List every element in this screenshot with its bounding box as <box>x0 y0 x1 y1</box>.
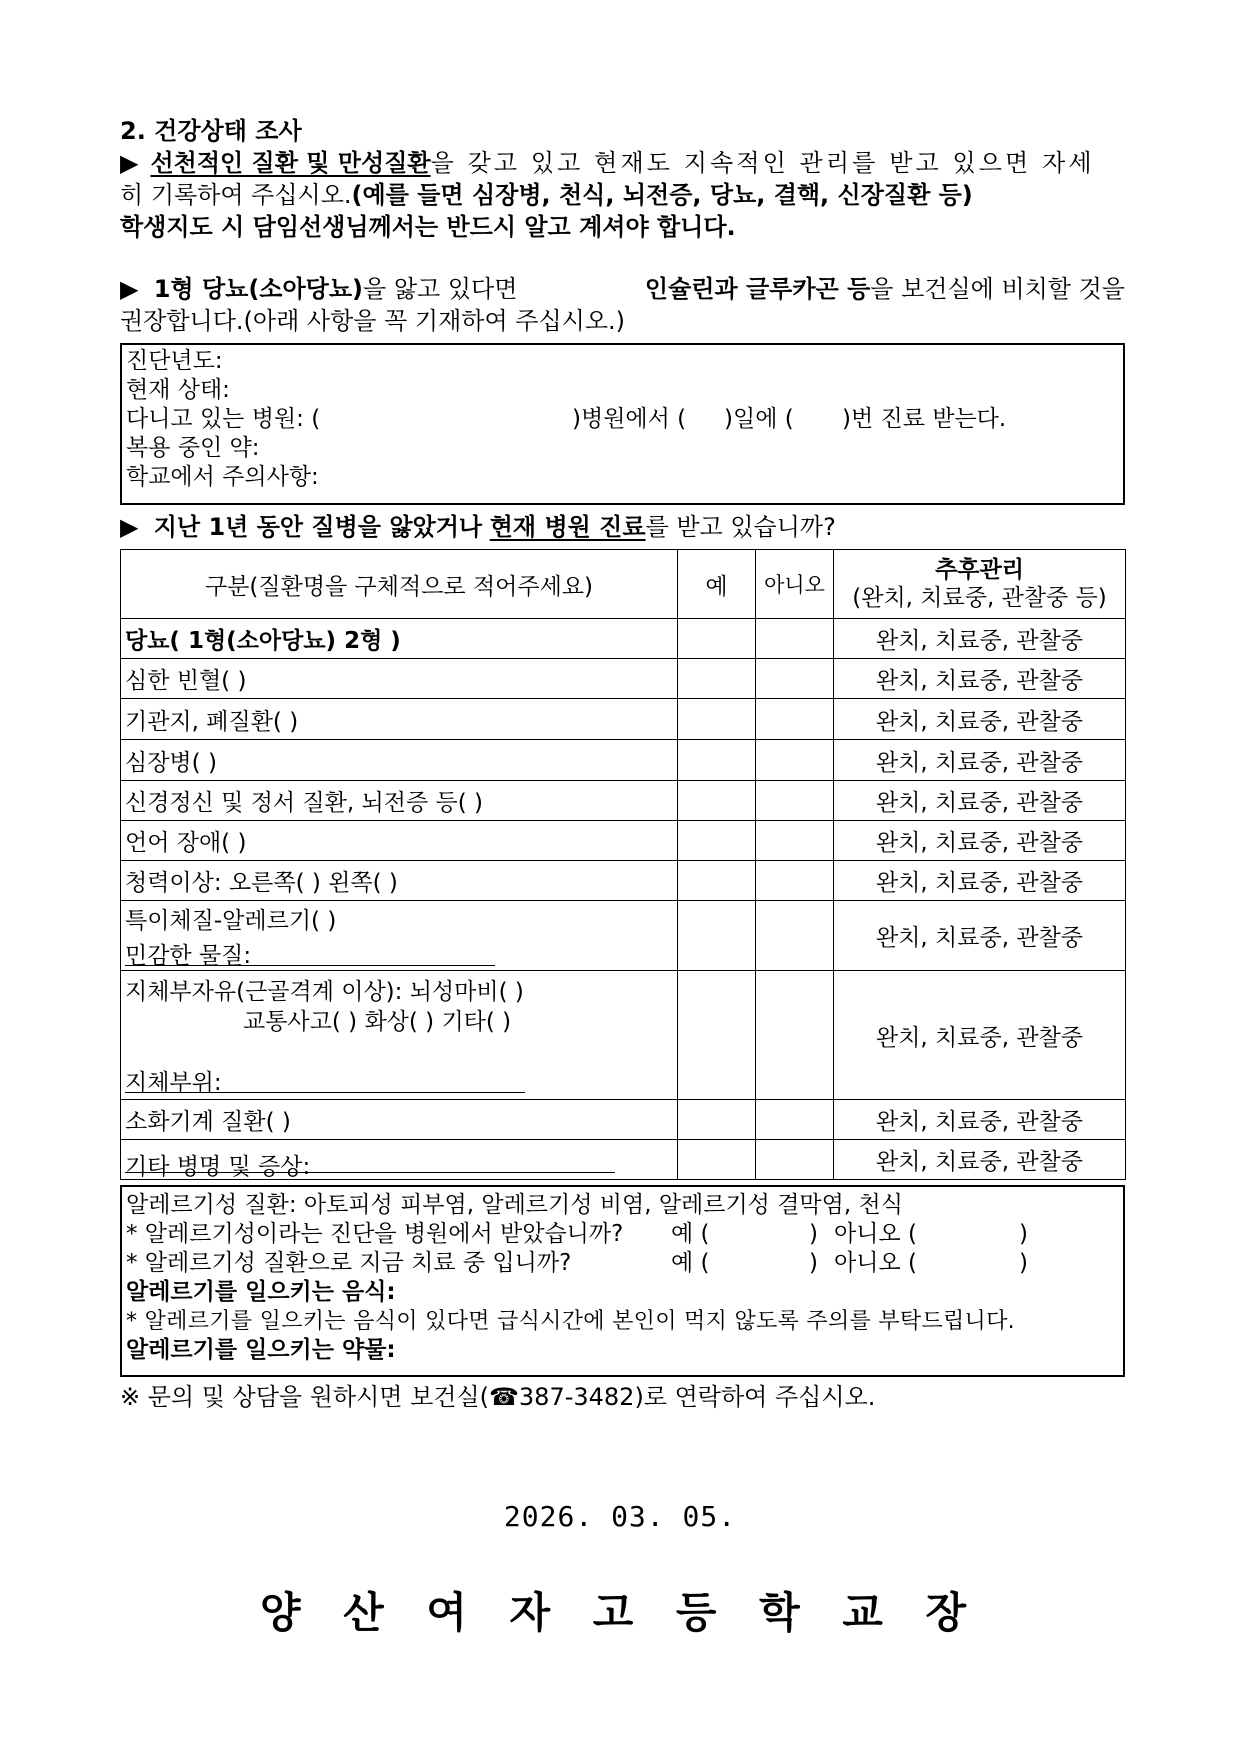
no-cell[interactable] <box>756 659 834 699</box>
yes-cell[interactable] <box>678 971 756 1100</box>
yes-cell[interactable] <box>678 740 756 781</box>
hospital-per-label: )일에 ( <box>724 406 794 432</box>
principal-signature: 양 산 여 자 고 등 학 교 장 <box>259 1588 981 1637</box>
intro-line-2-plain: 히 기록하여 주십시오. <box>120 181 352 209</box>
table-row <box>121 861 1126 901</box>
hospital-visits-label: )번 진료 받는다. <box>842 406 1007 432</box>
question-rest: 를 받고 있습니까? <box>645 513 836 541</box>
yes-cell[interactable] <box>678 619 756 659</box>
row-label-other: 기타 병명 및 증상: <box>125 1153 311 1180</box>
followup-options[interactable]: 완치, 치료중, 관찰중 <box>834 861 1126 901</box>
hospital-days-label: )병원에서 ( <box>572 406 687 432</box>
yes-cell[interactable] <box>678 901 756 971</box>
table-row <box>121 781 1126 821</box>
yes-cell[interactable] <box>678 1100 756 1140</box>
no-cell[interactable] <box>756 781 834 821</box>
contact-note: ※ 문의 및 상담을 원하시면 보건실(☎387-3482)로 연락하여 주십시오. <box>120 1383 876 1411</box>
hospital-field[interactable] <box>126 405 1119 434</box>
followup-options[interactable]: 완치, 치료중, 관찰중 <box>834 699 1126 740</box>
yes-cell[interactable] <box>678 781 756 821</box>
row-label-diabetes: 당뇨( 1형(소아당뇨) 2형 ) <box>121 619 678 659</box>
question-bold: 지난 1년 동안 질병을 앓았거나 <box>153 513 483 541</box>
allergy-q1-yes[interactable]: 예 ( <box>671 1221 710 1247</box>
allergy-q2-no[interactable]: 아니오 ( <box>834 1250 917 1276</box>
followup-options[interactable]: 완치, 치료중, 관찰중 <box>834 659 1126 699</box>
allergy-q2-text: * 알레르기성 질환으로 지금 치료 중 입니까? <box>126 1250 572 1276</box>
intro-line-1-rest: 을 갖고 있고 현재도 지속적인 관리를 받고 있으면 자세 <box>430 149 1095 177</box>
followup-options[interactable]: 완치, 치료중, 관찰중 <box>834 901 1126 971</box>
table-header-row <box>121 550 1126 619</box>
no-cell[interactable] <box>756 619 834 659</box>
diabetes-type1: 1형 당뇨(소아당뇨) <box>153 275 364 303</box>
followup-options[interactable]: 완치, 치료중, 관찰중 <box>834 1100 1126 1140</box>
illness-table <box>120 549 1126 1180</box>
followup-options[interactable]: 완치, 치료중, 관찰중 <box>834 821 1126 861</box>
yes-cell[interactable] <box>678 659 756 699</box>
disability-part-label: 지체부위: <box>125 1070 222 1096</box>
yes-cell[interactable] <box>678 861 756 901</box>
header-followup-title: 추후관리 <box>935 557 1024 583</box>
followup-options[interactable]: 완치, 치료중, 관찰중 <box>834 740 1126 781</box>
header-followup <box>834 550 1126 619</box>
intro-line-3: 학생지도 시 담임선생님께서는 반드시 알고 계셔야 합니다. <box>120 213 736 241</box>
header-no: 아니오 <box>756 550 834 619</box>
row-label-disability: 지체부자유(근골격계 이상): 뇌성마비( ) <box>125 979 524 1005</box>
document-date: 2026. 03. 05. <box>503 1500 737 1533</box>
school-notes-field[interactable]: 학교에서 주의사항: <box>126 464 319 490</box>
illness-question <box>120 511 1125 543</box>
row-disability-cell <box>121 971 678 1100</box>
close-paren: ) <box>809 1250 818 1276</box>
no-cell[interactable] <box>756 740 834 781</box>
no-cell[interactable] <box>756 821 834 861</box>
no-cell[interactable] <box>756 1100 834 1140</box>
header-category: 구분(질환명을 구체적으로 적어주세요) <box>121 550 678 619</box>
no-cell[interactable] <box>756 699 834 740</box>
sensitive-substance-label: 민감한 물질: <box>125 942 252 969</box>
header-yes: 예 <box>678 550 756 619</box>
health-survey-section <box>120 115 1125 1413</box>
row-other-cell[interactable] <box>121 1140 678 1180</box>
row-label-neuro: 신경정신 및 정서 질환, 뇌전증 등( ) <box>121 781 678 821</box>
allergy-food-title[interactable]: 알레르기를 일으키는 음식: <box>126 1279 396 1305</box>
table-row <box>121 619 1126 659</box>
close-paren: ) <box>1019 1250 1028 1276</box>
header-followup-sub: (완치, 치료중, 관찰중 등) <box>852 585 1107 611</box>
row-label-anemia: 심한 빈혈( ) <box>121 659 678 699</box>
question-current-treatment: 현재 병원 진료 <box>489 513 646 541</box>
no-cell[interactable] <box>756 1140 834 1180</box>
intro-examples: (예를 들면 심장병, 천식, 뇌전증, 당뇨, 결핵, 신장질환 등) <box>351 181 973 209</box>
yes-cell[interactable] <box>678 699 756 740</box>
close-paren: ) <box>809 1221 818 1247</box>
row-label-digestive: 소화기계 질환( ) <box>121 1100 678 1140</box>
row-label-heart: 심장병( ) <box>121 740 678 781</box>
intro-bold-underlined: 선천적인 질환 및 만성질환 <box>150 149 431 177</box>
close-paren: ) <box>1019 1221 1028 1247</box>
row-allergy-cell <box>121 901 678 971</box>
followup-options[interactable]: 완치, 치료중, 관찰중 <box>834 619 1126 659</box>
table-row <box>121 1140 1126 1180</box>
row-label-disability-causes: 교통사고( ) 화상( ) 기타( ) <box>243 1009 512 1035</box>
no-cell[interactable] <box>756 971 834 1100</box>
diabetes-info-box <box>120 343 1125 505</box>
table-row <box>121 901 1126 971</box>
diagnosis-year-field[interactable]: 진단년도: <box>126 348 223 374</box>
allergy-q1-text: * 알레르기성이라는 진단을 병원에서 받았습니까? <box>126 1221 624 1247</box>
intro-line-2 <box>120 179 1125 211</box>
table-row <box>121 740 1126 781</box>
no-cell[interactable] <box>756 901 834 971</box>
intro-line-1 <box>120 147 1125 179</box>
no-cell[interactable] <box>756 861 834 901</box>
medication-field[interactable]: 복용 중인 약: <box>126 435 260 461</box>
table-row <box>121 659 1126 699</box>
table-row <box>121 699 1126 740</box>
hospital-label: 다니고 있는 병원: ( <box>126 406 321 432</box>
table-row <box>121 1100 1126 1140</box>
insulin-glucagon: 인슐린과 글루카곤 등 <box>644 275 871 303</box>
diabetes-line-2: 권장합니다.(아래 사항을 꼭 기재하여 주십시오.) <box>120 307 625 335</box>
allergy-q1-no[interactable]: 아니오 ( <box>834 1221 917 1247</box>
row-label-allergy: 특이체질-알레르기( ) <box>125 907 337 934</box>
sensitive-substance-field[interactable] <box>125 936 673 969</box>
allergy-diseases: 알레르기성 질환: 아토피성 피부염, 알레르기성 비염, 알레르기성 결막염, 천식 <box>126 1192 903 1218</box>
diabetes-text-1: 을 앓고 있다면 <box>363 275 518 303</box>
diabetes-line-1 <box>120 273 1125 305</box>
row-label-speech: 언어 장애( ) <box>121 821 678 861</box>
allergy-drug-title[interactable]: 알레르기를 일으키는 약물: <box>126 1337 396 1363</box>
arrow-icon: ▶ <box>120 149 139 177</box>
arrow-icon: ▶ <box>120 513 139 541</box>
allergy-q1 <box>126 1220 1119 1249</box>
diabetes-text-2: 을 보건실에 비치할 것을 <box>870 275 1125 303</box>
allergy-q2-yes[interactable]: 예 ( <box>671 1250 710 1276</box>
followup-options[interactable]: 완치, 치료중, 관찰중 <box>834 1140 1126 1180</box>
arrow-icon: ▶ <box>120 275 139 303</box>
followup-options[interactable]: 완치, 치료중, 관찰중 <box>834 971 1126 1100</box>
allergy-box <box>120 1185 1125 1377</box>
allergy-q2 <box>126 1249 1119 1278</box>
current-status-field[interactable]: 현재 상태: <box>126 377 230 403</box>
yes-cell[interactable] <box>678 821 756 861</box>
disability-part-field[interactable] <box>125 1063 673 1096</box>
row-label-lung: 기관지, 폐질환( ) <box>121 699 678 740</box>
section-title: 2. 건강상태 조사 <box>120 117 302 145</box>
followup-options[interactable]: 완치, 치료중, 관찰중 <box>834 781 1126 821</box>
row-label-hearing: 청력이상: 오른쪽( ) 왼쪽( ) <box>121 861 678 901</box>
table-row <box>121 971 1126 1100</box>
yes-cell[interactable] <box>678 1140 756 1180</box>
allergy-food-note: * 알레르기를 일으키는 음식이 있다면 급식시간에 본인이 먹지 않도록 주의를 부탁드립니다. <box>126 1309 1015 1334</box>
table-row <box>121 821 1126 861</box>
